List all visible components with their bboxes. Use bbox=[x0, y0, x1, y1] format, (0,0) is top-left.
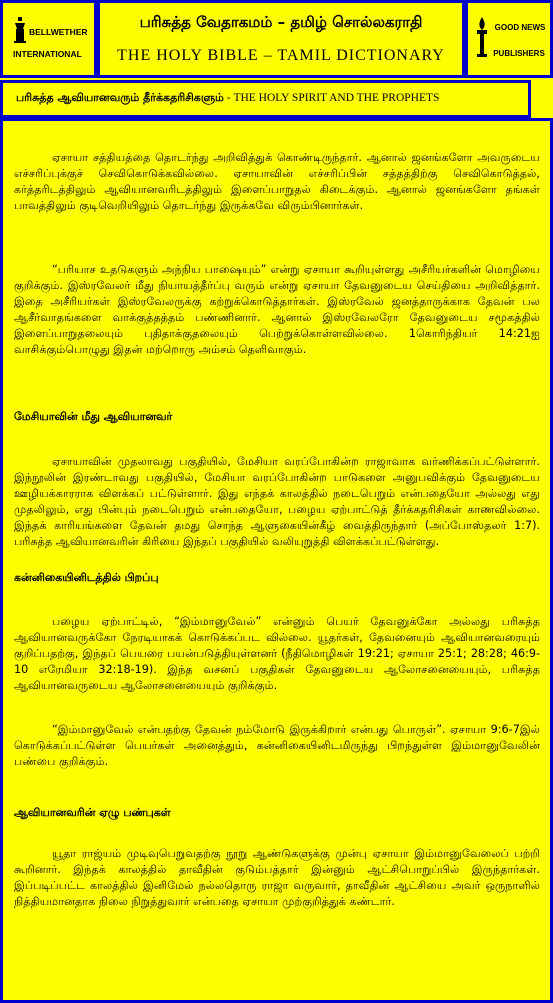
paragraph-6: யூதா ராஜ்யம் முடிவுபெறுவதற்கு நூறு ஆண்டுகளுக்கு முன்பு ஏசாயா இம்மானுவேலைப் பற்றி கூறினார். இந்தக் காலத்தில் தாவீதின் குடும்பத்தார் இன்னும் ஆட்சிபொறுப்பில் இருந்தார்கள். இப்படிப்பட்ட காலத்தில் இனிமேல் நல்லதொரு ராஜா வருவார், தாவீதின் ஆட்சியை அவர் ஒருநாளில் நித்தியமானதாக நிலை நிறுத்துவார் என்பதை ஏசாயா முற்குறித்துக் கண்டார். bbox=[14, 847, 540, 908]
torch-icon bbox=[474, 17, 490, 57]
paragraph-2: “பரியாச உதடுகளும் அந்நிய பாஷையும்” என்று ஏசாயா கூறியுள்ளது அசீரியர்களின் மொழியை குறிக்கும். இஸ்ரவேலர் மீது நியாயத்தீர்ப்பு வரும் என்று ஏசாயா தேவனுடைய செய்தியை அறிவித்தார். இதை அசீரியர்கள் இஸ்ரவேலருக்கு கற்றுக்கொடுத்தார்கள். இஸ்ரவேல் ஜனத்தாருக்காக தேவன் பல ஆசீர்வாதங்களை வாக்குத்தத்தம் பண்ணினார். ஆனால் இஸ்ரவேலரோ தேவனுடைய சமூகத்தில் இளைப்பாறுதலையும் புதிதாக்குதலையும் பெற்றுக்கொள்ளவில்லை. 1கொரிந்தியர் 14:21ஐ வாசிக்கும்பொழுது இதன் மற்றொரு அம்சம் தெளிவாகும். bbox=[14, 263, 540, 356]
paragraph-4: பழைய ஏற்பாட்டில், “இம்மானுவேல்” என்னும் பெயர் தேவனுக்கோ அல்லது பரிசுத்த ஆவியானவருக்கோ நேரடியாகக் கொடுக்கப்பட வில்லை. யூதர்கள், தேவனையும் ஆவியானவரையும் குறிப்பதற்கு, இந்தப் பெயரை பயன்படுத்தியுள்ளனர் (நீதிமொழிகள் 19:21; ஏசாயா 25:1; 28:28; 46:9-10 எரேமியா 32:18-19). இந்த வசனப் பகுதிகள் தேவனுடைய ஆலோசனையையும், பரிசுத்த ஆவியானவருடைய ஆலோசனையையும் குறிக்கும். bbox=[14, 615, 540, 692]
good-news-logo-line2: PUBLISHERS bbox=[493, 49, 545, 58]
bellwether-logo-box bbox=[0, 0, 97, 78]
bellwether-logo bbox=[9, 11, 91, 69]
title-tamil: பரிசுத்த வேதாகமம் – தமிழ் சொல்லகராதி bbox=[139, 13, 423, 31]
title-box bbox=[97, 0, 465, 78]
bellwether-logo-line1: BELLWETHER bbox=[29, 27, 88, 37]
good-news-logo-line1: GOOD NEWS bbox=[494, 23, 546, 32]
title-english: THE HOLY BIBLE – TAMIL DICTIONARY bbox=[117, 47, 445, 64]
paragraph-5: “இம்மானுவேல் என்பதற்கு தேவன் நம்மோடு இருக்கிறார் என்பது பொருள்”. ஏசாயா 9:6-7இல் கொடுக்கப்பட்டுள்ள பெயர்கள் அனைத்தும், கன்னிகையினிடமிருந்து பிறந்துள்ள இம்மானுவேலின் பண்பை குறிக்கும். bbox=[14, 723, 540, 768]
good-news-logo-box bbox=[465, 0, 553, 78]
heading-seven-qualities: ஆவியானவரின் ஏழு பண்புகள் bbox=[14, 806, 171, 819]
bellwether-logo-line2: INTERNATIONAL bbox=[13, 49, 82, 59]
heading-spirit-on-messiah: மேசியாவின் மீது ஆவியானவர் bbox=[14, 410, 173, 423]
section-subtitle bbox=[16, 91, 439, 106]
good-news-logo bbox=[472, 11, 548, 69]
bell-tower-icon bbox=[13, 17, 27, 43]
paragraph-3: ஏசாயாவின் முதலாவது பகுதியில், மேசியா வரப்போகின்ற ராஜாவாக வர்ணிக்கப்பட்டுள்ளார். இந்நூலின் இரண்டாவது பகுதியில், மேசியா வரப்போகின்ற பாடுகளை அனுபவிக்கும் தேவனுடைய ஊழியக்காரராக விளக்கப் பட்டுள்ளார். இது எந்தக் காலத்தில் நடைபெறும் என்பதையோ அல்லது எது முதலிலும், எது பின்பும் நடைபெறும் என்பதையோ, பழைய ஏற்பாட்டுத் தீர்க்கதரிசிகள் காணவில்லை. இந்தக் காரியங்களை தேவன் தமது சொந்த ஆளுகையின்கீழ் வைத்திருந்தார் (அப்போஸ்தலர் 1:7). பரிசுத்த ஆவியானவரின் கிரியை இந்தப் பகுதியில் வலியுறுத்தி விளக்கப்பட்டுள்ளது. bbox=[14, 455, 540, 548]
heading-virgin-birth: கன்னிகையினிடத்தில் பிறப்பு bbox=[14, 571, 159, 584]
section-subtitle-tamil: பரிசுத்த ஆவியானவரும் தீர்க்கதரிசிகளும் bbox=[16, 91, 224, 104]
paragraph-1: ஏசாயா சத்தியத்தை தொடர்ந்து அறிவித்துக் கொண்டிருந்தார். ஆனால் ஜனங்களோ அவருடைய எச்சரிப்புக்குச் செவிகொடுக்கவில்லை. ஏசாயாவின் எச்சரிப்பின் சத்தத்திற்கு செவிகொடுத்தல், கர்த்தரிடத்திலும் ஆவியானவரிடத்திலும் இளைப்பாறுதல் கிடைக்கும். ஆனால் ஜனங்களோ தங்கள் பாவத்திலும் குடிவெறியிலும் தொடர்ந்து இருக்கவே விரும்பினார்கள். bbox=[14, 151, 540, 212]
section-subtitle-box bbox=[0, 80, 531, 118]
section-subtitle-english: - THE HOLY SPIRIT AND THE PROPHETS bbox=[223, 92, 440, 104]
